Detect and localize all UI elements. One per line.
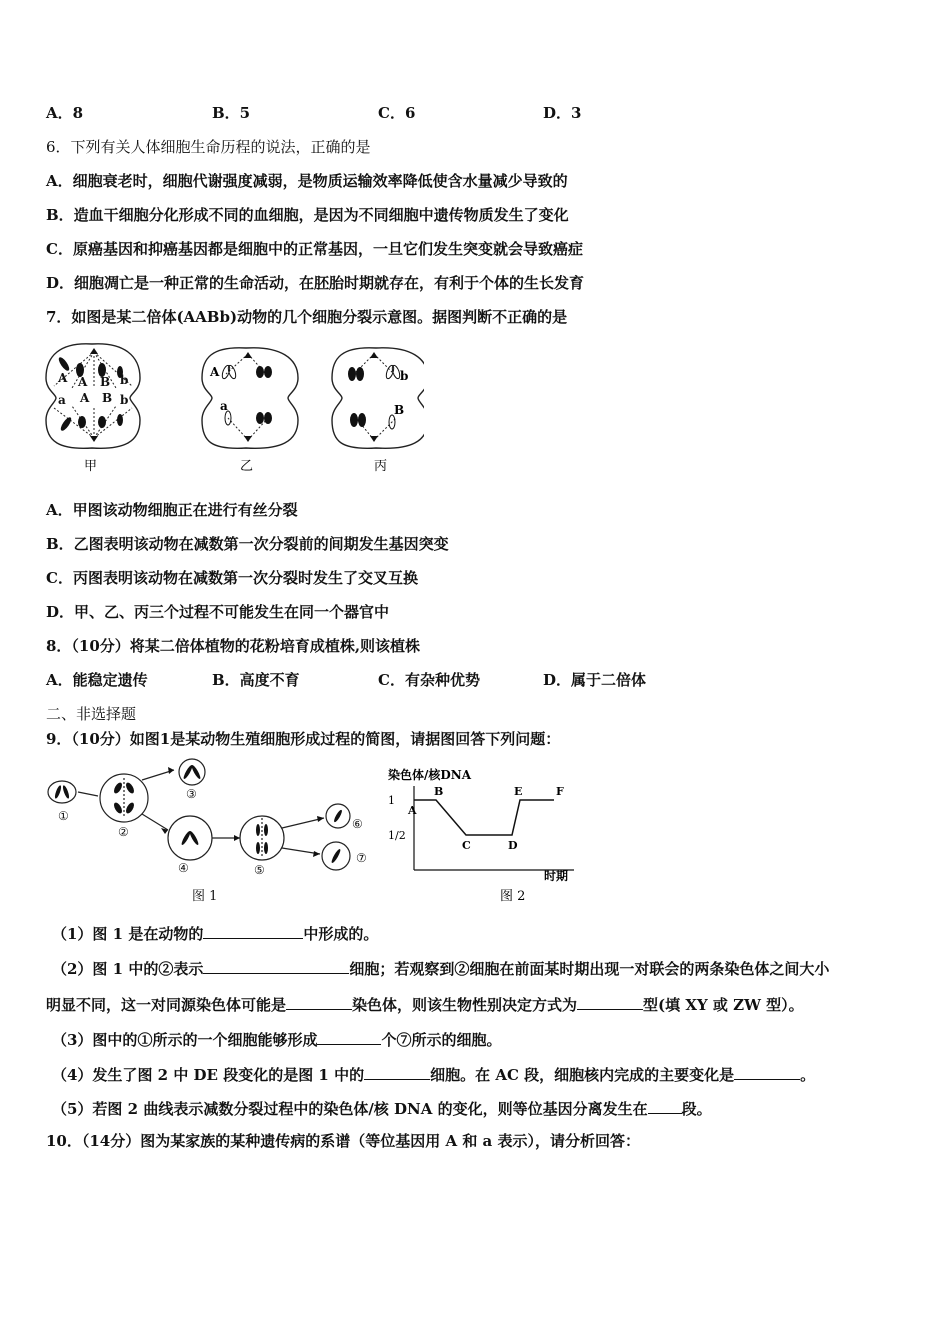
figure-2-caption: 图 2 (500, 889, 526, 904)
q8-option-c: C．有杂种优势 (378, 671, 480, 689)
cell-bing (332, 348, 424, 449)
answer-blank[interactable] (317, 1028, 381, 1045)
gene-label: B (102, 391, 113, 405)
q9-p3-post: 个⑦所示的细胞。 (381, 1031, 502, 1049)
q9-part-2a (52, 957, 829, 979)
cell-label: ④ (178, 861, 189, 875)
answer-blank[interactable] (364, 1063, 430, 1080)
q9-part-4 (52, 1063, 815, 1085)
figure-label-yi: 乙 (240, 459, 254, 474)
q9-p2b-pre: 明显不同，这一对同源染色体可能是 (46, 996, 287, 1014)
q9-p5-pre: （5）若图 2 曲线表示减数分裂过程中的染色体/核 DNA 的变化，则等位基因分离发生在 (52, 1100, 648, 1118)
q9-p1-pre: （1）图 1 是在动物的 (52, 925, 204, 943)
cell-label: ⑤ (254, 863, 265, 877)
q7-option-b: B．乙图表明该动物在减数第一次分裂前的间期发生基因突变 (46, 535, 449, 553)
q5-option-b: B．5 (212, 104, 251, 122)
cell-label: ⑦ (356, 851, 367, 865)
chart-point-label: D (508, 839, 518, 852)
gene-label: A (210, 365, 220, 379)
figure-label-jia: 甲 (84, 459, 98, 474)
q6-stem: 6．下列有关人体细胞生命历程的说法，正确的是 (46, 138, 371, 156)
q9-figure-2-chart (384, 766, 584, 908)
figure-1-caption: 图 1 (192, 889, 218, 904)
q9-p5-post: 段。 (681, 1100, 712, 1118)
answer-blank[interactable] (203, 957, 349, 974)
q9-p2b-post: 型(填 XY 或 ZW 型）。 (643, 996, 804, 1014)
q9-p2a-post: 细胞；若观察到②细胞在前面某时期出现一对联会的两条染色体之间大小 (349, 960, 830, 978)
q8-stem: 8．（10分）将某二倍体植物的花粉培育成植株,则该植株 (46, 637, 421, 655)
q9-figure-1 (44, 758, 384, 908)
gene-label: a (58, 393, 66, 407)
answer-blank[interactable] (648, 1097, 682, 1114)
gene-label: A (80, 391, 90, 405)
chart-y-tick-label: 1 (388, 794, 395, 807)
q7-cell-division-figure (44, 338, 424, 478)
gene-label: B (394, 403, 405, 417)
q7-option-c: C．丙图表明该动物在减数第一次分裂时发生了交叉互换 (46, 569, 418, 587)
chart-y-tick-label: 1/2 (388, 829, 406, 842)
q9-p3-pre: （3）图中的①所示的一个细胞能够形成 (52, 1031, 318, 1049)
answer-blank[interactable] (286, 993, 352, 1010)
q9-p4-pre: （4）发生了图 2 中 DE 段变化的是图 1 中的 (52, 1066, 365, 1084)
chart-series-line (414, 800, 554, 835)
q6-option-d: D．细胞凋亡是一种正常的生命活动，在胚胎时期就存在，有利于个体的生长发育 (46, 274, 585, 292)
q7-option-d: D．甲、乙、丙三个过程不可能发生在同一个器官中 (46, 603, 390, 621)
q6-option-a: A．细胞衰老时，细胞代谢强度减弱，是物质运输效率降低使含水量减少导致的 (46, 172, 568, 190)
q7-option-a: A．甲图该动物细胞正在进行有丝分裂 (46, 501, 298, 519)
q6-option-c: C．原癌基因和抑癌基因都是细胞中的正常基因，一旦它们发生突变就会导致癌症 (46, 240, 583, 258)
q9-part-1 (52, 922, 378, 944)
q8-option-b: B．高度不育 (212, 671, 300, 689)
chart-point-label: A (408, 804, 417, 817)
q7-stem: 7．如图是某二倍体(AABb)动物的几个细胞分裂示意图。据图判断不正确的是 (46, 308, 568, 326)
q9-stem: 9．（10分）如图1是某动物生殖细胞形成过程的简图，请据图回答下列问题： (46, 730, 561, 748)
gene-label: a (220, 399, 228, 413)
chart-y-title: 染色体/核DNA (388, 768, 472, 782)
q5-option-c: C．6 (378, 104, 416, 122)
q9-part-5 (52, 1097, 712, 1119)
cell-label: ② (118, 825, 129, 839)
gene-label: b (120, 373, 129, 387)
q5-option-d: D．3 (543, 104, 582, 122)
answer-blank[interactable] (734, 1063, 800, 1080)
answer-blank[interactable] (577, 993, 643, 1010)
figure-label-bing: 丙 (374, 459, 388, 474)
chart-point-label: C (462, 839, 471, 852)
chart-point-label: E (514, 785, 523, 798)
q9-p2b-mid: 染色体，则该生物性别决定方式为 (352, 996, 578, 1014)
chart-point-label: F (556, 785, 564, 798)
chart-point-label: B (434, 785, 444, 798)
q9-p4-mid: 细胞。在 AC 段，细胞核内完成的主要变化是 (430, 1066, 735, 1084)
q9-p2a-pre: （2）图 1 中的②表示 (52, 960, 204, 978)
q6-option-b: B．造血干细胞分化形成不同的血细胞，是因为不同细胞中遗传物质发生了变化 (46, 206, 569, 224)
gene-label: A (78, 375, 88, 389)
q9-part-3 (52, 1028, 501, 1050)
answer-blank[interactable] (203, 922, 303, 939)
q9-p4-post: 。 (800, 1066, 816, 1084)
q5-option-a: A．8 (46, 104, 84, 122)
q9-part-2b (46, 993, 804, 1015)
cell-label: ⑥ (352, 817, 363, 831)
gene-label: B (100, 375, 111, 389)
q9-p1-post: 中形成的。 (303, 925, 379, 943)
gene-label: b (120, 393, 129, 407)
gene-label: b (400, 369, 409, 383)
cell-label: ③ (186, 787, 197, 801)
q8-option-a: A．能稳定遗传 (46, 671, 148, 689)
cell-yi (202, 348, 298, 449)
q10-stem: 10．（14分）图为某家族的某种遗传病的系谱（等位基因用 A 和 a 表示），请分析回答： (46, 1132, 640, 1150)
q8-option-d: D．属于二倍体 (543, 671, 647, 689)
gene-label: A (58, 371, 68, 385)
section-heading: 二、非选择题 (46, 705, 137, 723)
chart-x-title: 时期 (544, 869, 569, 883)
cell-label: ① (58, 809, 69, 823)
